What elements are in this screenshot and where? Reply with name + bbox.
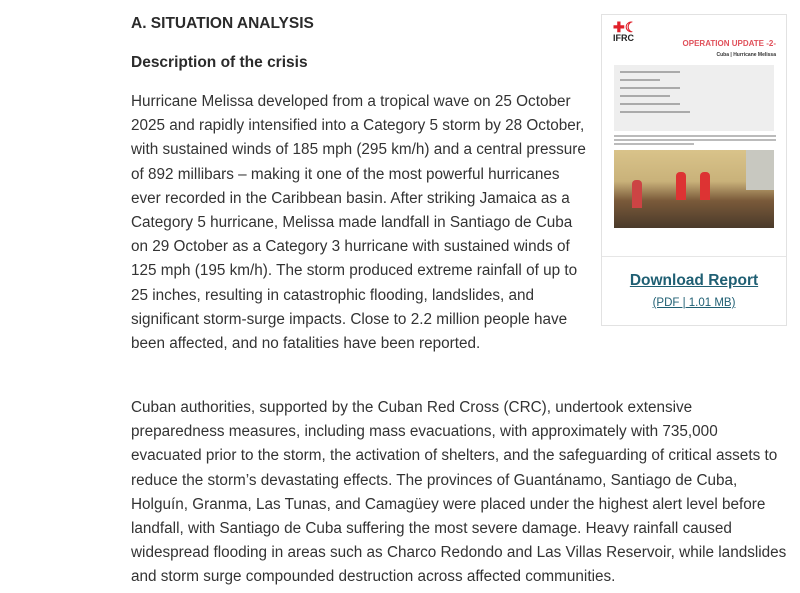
report-card: [601, 14, 787, 326]
section-title: A. SITUATION ANALYSIS: [131, 15, 314, 32]
cover-info-box: [614, 65, 774, 131]
cover-text-lines: [614, 135, 776, 147]
ifrc-logo: ✚☾ IFRC: [613, 19, 638, 43]
download-report-link[interactable]: Download Report: [629, 272, 759, 289]
crisis-paragraph-1: Hurricane Melissa developed from a tropical wave on 25 October 2025 and rapidly intensified into a Category 5 storm by 28 October, with sustained winds of 185 mph (295 km/h) and a central pressure of 892 millibars – making it one of the most powerful hurricanes ever recorded in the Caribbean basin. After striking Jamaica as a Category 5 hurricane, Melissa made landfall in Santiago de Cuba on 29 October as a Category 3 hurricane with sustained winds of 125 mph (195 km/h). The storm produced extreme rainfall of up to 25 inches, resulting in catastrophic flooding, landslides, and significant storm-surge impacts. Close to 2.2 million people have been affected, and no fatalities have been reported.: [131, 93, 586, 353]
crisis-paragraph-2: Cuban authorities, supported by the Cuban Red Cross (CRC), undertook extensive preparedness measures, including mass evacuations, with approximately with 735,000 evacuated prior to the storm, the activation of shelters, and the safeguarding of critical assets to reduce the storm’s devastating effects. The provinces of Guantánamo, Santiago de Cuba, Holguín, Granma, Las Tunas, and Camagüey were placed under the highest alert level before landfall, with Santiago de Cuba suffering the most severe damage. Heavy rainfall caused widespread flooding in areas such as Charco Redondo and Las Villas Reservoir, while landslides and storm surge compounded destruction across affected communities.: [131, 399, 787, 586]
file-info-link[interactable]: (PDF | 1.01 MB): [652, 297, 736, 309]
cover-subtitle: Cuba | Hurricane Melissa: [716, 52, 776, 58]
cover-title: OPERATION UPDATE -2-: [682, 39, 776, 48]
report-cover-thumbnail[interactable]: [602, 15, 786, 257]
subsection-title: Description of the crisis: [131, 54, 308, 71]
cover-photo: [614, 150, 774, 228]
